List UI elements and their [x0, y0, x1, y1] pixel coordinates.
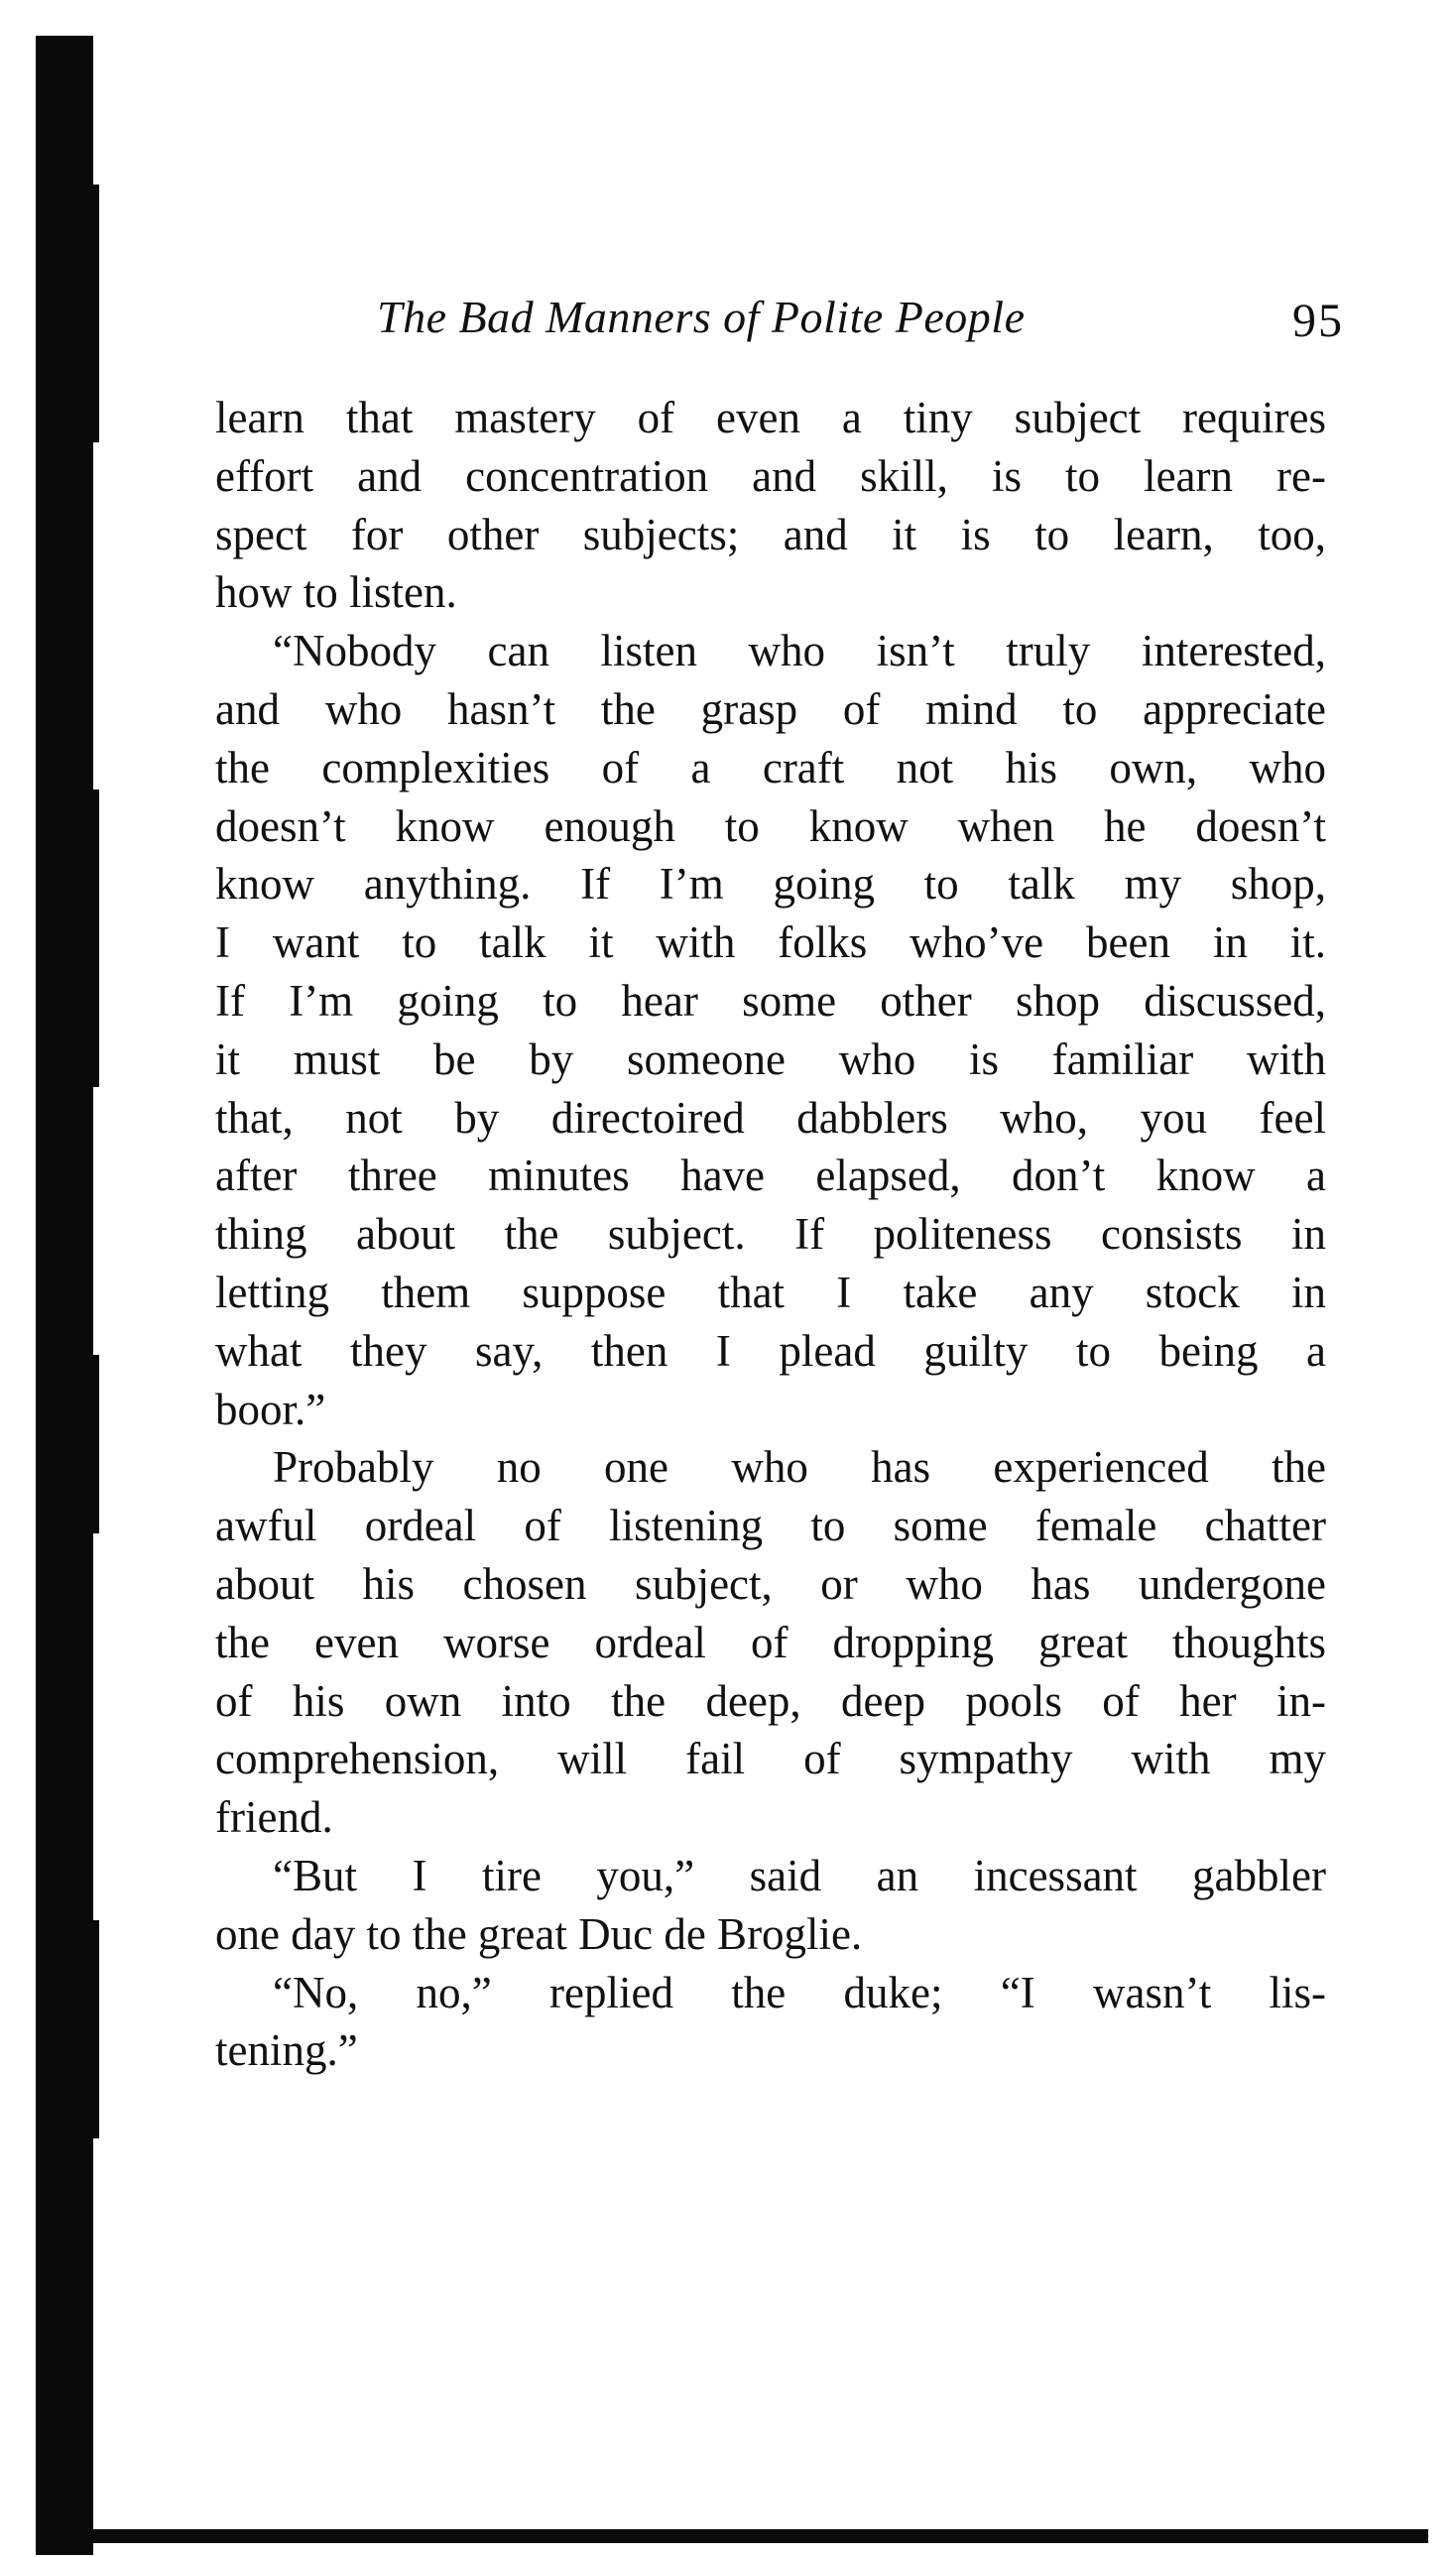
- text-line: the complexities of a craft not his own, who: [215, 742, 1326, 792]
- text-line: after three minutes have elapsed, don’t know a: [215, 1151, 1326, 1201]
- text-line: and who hasn’t the grasp of mind to appreciate: [215, 683, 1326, 734]
- text-line: friend.: [215, 1792, 333, 1843]
- scan-edge-notch: [91, 184, 99, 442]
- text-line: comprehension, will fail of sympathy with my: [215, 1734, 1326, 1784]
- text-line: Probably no one who has experienced the: [273, 1442, 1326, 1493]
- page-number: 95: [1292, 295, 1344, 347]
- scan-edge-notch: [91, 790, 99, 1087]
- text-line: tening.”: [215, 2025, 358, 2076]
- text-line: doesn’t know enough to know when he doesn’t: [215, 800, 1326, 851]
- text-line: I want to talk it with folks who’ve been in it.: [215, 917, 1326, 968]
- text-line: awful ordeal of listening to some female chatter: [215, 1501, 1326, 1551]
- text-line: what they say, then I plead guilty to being a: [215, 1325, 1326, 1376]
- running-title: The Bad Manners of Polite People: [377, 292, 1026, 342]
- scan-edge-bottom: [36, 2529, 1428, 2543]
- text-line: spect for other subjects; and it is to learn, too,: [215, 509, 1326, 559]
- text-line: “Nobody can listen who isn’t truly interested,: [273, 626, 1326, 676]
- text-line: that, not by directoired dabblers who, you feel: [215, 1092, 1326, 1143]
- scan-edge-notch: [91, 1355, 99, 1533]
- text-line: how to listen.: [215, 567, 457, 618]
- scan-edge-notch: [91, 1920, 99, 2138]
- text-line: thing about the subject. If politeness consists in: [215, 1209, 1326, 1260]
- text-line: letting them suppose that I take any stock in: [215, 1267, 1326, 1317]
- text-line: learn that mastery of even a tiny subject requires: [215, 393, 1326, 442]
- text-line: about his chosen subject, or who has undergone: [215, 1558, 1326, 1609]
- text-line: “No, no,” replied the duke; “I wasn’t lis-: [273, 1967, 1326, 2017]
- text-line: effort and concentration and skill, is to learn re-: [215, 450, 1326, 501]
- scan-edge-left: [36, 36, 93, 2555]
- text-line: one day to the great Duc de Broglie.: [215, 1908, 863, 1959]
- text-line: “But I tire you,” said an incessant gabbler: [273, 1850, 1326, 1900]
- text-line: of his own into the deep, deep pools of her in-: [215, 1675, 1326, 1726]
- page-header: [377, 288, 1344, 357]
- body-text: [215, 389, 1326, 2080]
- text-line: If I’m going to hear some other shop discussed,: [215, 975, 1326, 1026]
- text-line: know anything. If I’m going to talk my shop,: [215, 859, 1326, 910]
- text-line: the even worse ordeal of dropping great thoughts: [215, 1617, 1326, 1667]
- text-line: it must be by someone who is familiar with: [215, 1034, 1326, 1084]
- text-line: boor.”: [215, 1384, 326, 1434]
